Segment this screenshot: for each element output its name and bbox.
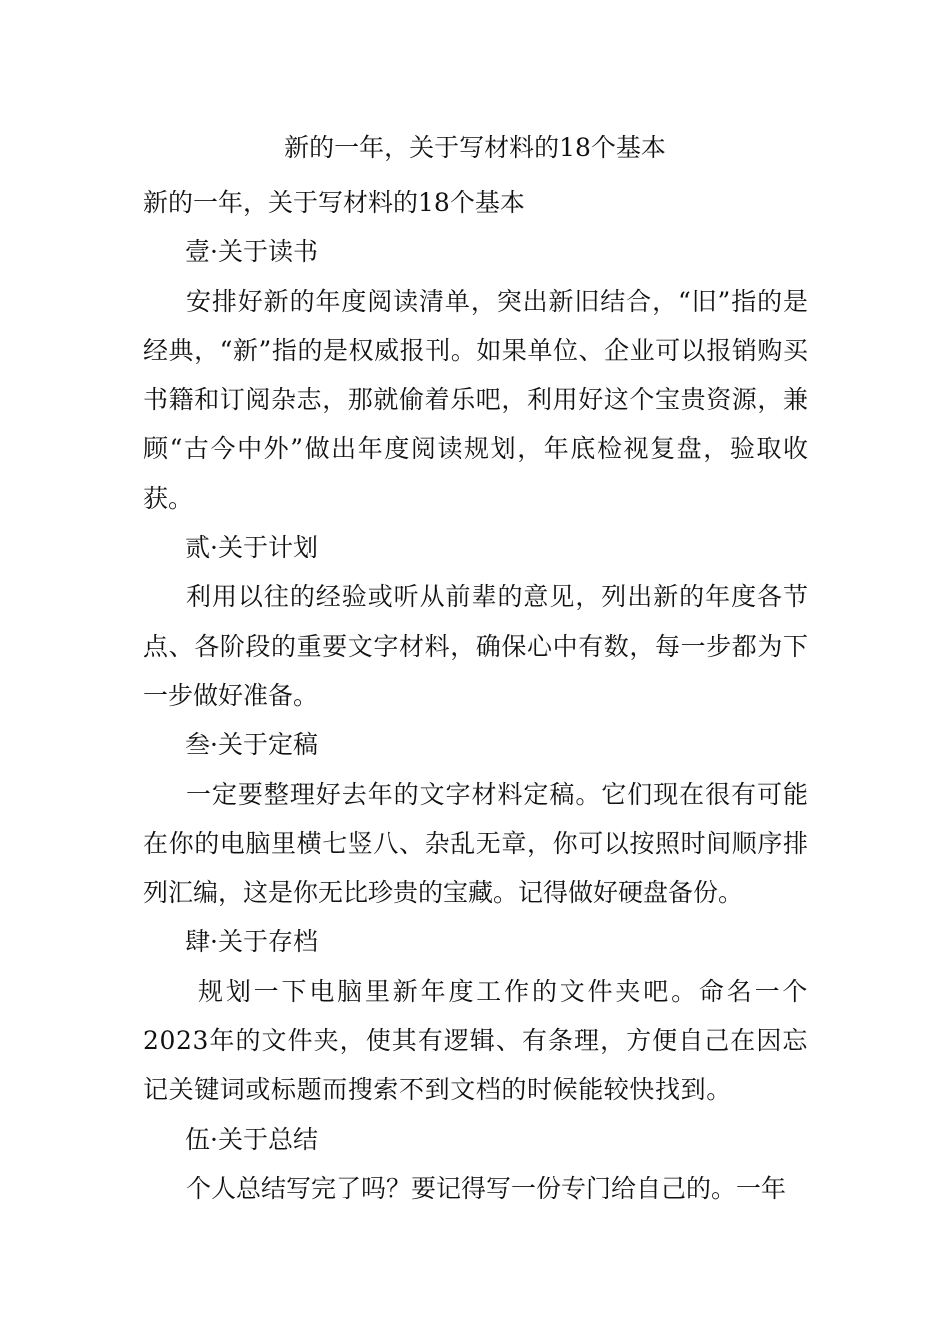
section-heading-archiving: 肆·关于存档 [185,927,318,957]
section-text-finalizing: 一定要整理好去年的文字材料定稿。它们现在很有可能在你的电脑里横七竖八、杂乱无章，你可以按照时间顺序排列汇编，这是你无比珍贵的宝藏。记得做好硬盘备份。 [143,779,808,908]
document-body [143,178,808,1213]
section-text-reading: 安排好新的年度阅读清单，突出新旧结合，“旧”指的是经典，“新”指的是权威报刊。如果单位、企业可以报销购买书籍和订阅杂志，那就偷着乐吧，利用好这个宝贵资源，兼顾“古今中外”做出年度阅读规划，年底检视复盘，验取收获。 [143,286,808,513]
section-heading-summary: 伍·关于总结 [185,1124,318,1154]
section-text-planning: 利用以往的经验或听从前辈的意见，列出新的年度各节点、各阶段的重要文字材料，确保心中有数，每一步都为下一步做好准备。 [143,582,808,710]
section-text-summary: 个人总结写完了吗？要记得写一份专门给自己的。一年 [186,1173,787,1203]
section-text-archiving: 规划一下电脑里新年度工作的文件夹吧。命名一个2023年的文件夹，使其有逻辑、有条理，方便自己在因忘记关键词或标题而搜索不到文档的时候能较快找到。 [143,976,808,1105]
document-title: 新的一年，关于写材料的18个基本 [284,133,666,162]
section-heading-planning: 贰·关于计划 [185,533,318,563]
section-heading-reading: 壹·关于读书 [185,237,318,267]
section-heading-finalizing: 叁·关于定稿 [185,730,318,760]
document-subtitle: 新的一年，关于写材料的18个基本 [143,188,525,217]
